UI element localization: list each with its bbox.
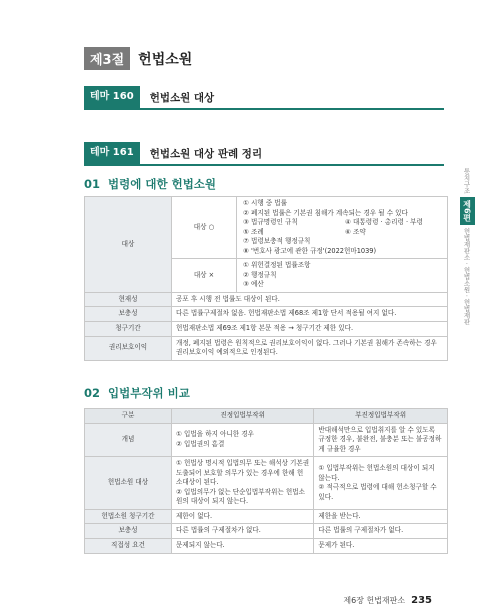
row-label-target: 대상 bbox=[85, 197, 172, 293]
row-label: 보충성 bbox=[85, 524, 172, 539]
cell-genuine: 문제되지 않는다. bbox=[172, 539, 314, 554]
row-text: 헌법재판소법 제69조 제1항 본문 적용 → 청구기간 제한 있다. bbox=[172, 322, 448, 337]
cell-nongenuine: ① 입법부작위는 헌법소원의 대상이 되지 않는다. ② 적극적으로 법령에 대해 헌소청구할 수 있다. bbox=[314, 457, 448, 510]
yes-label: 대상 ○ bbox=[172, 197, 237, 259]
table-row bbox=[85, 292, 448, 307]
column-header: 부진정입법부작위 bbox=[314, 409, 448, 424]
row-label: 보충성 bbox=[85, 307, 172, 322]
cell-nongenuine: 반대해석만으로 입법취지를 알 수 있도록 규정한 경우, 불완전, 불충분 또는 불공정하게 규율한 경우 bbox=[314, 423, 448, 457]
theme-160-bar bbox=[84, 86, 444, 110]
table-row bbox=[85, 539, 448, 554]
side-tab-top: 통치구조 bbox=[462, 168, 471, 194]
list-item: ⑦ 법령보충적 행정규칙 bbox=[243, 237, 311, 246]
section-title: 헌법소원 bbox=[138, 51, 193, 68]
cell-genuine: 다른 법률의 구제절차가 없다. bbox=[172, 524, 314, 539]
theme-160-title: 헌법소원 대상 bbox=[149, 91, 215, 104]
row-label: 개념 bbox=[85, 423, 172, 457]
column-header: 구분 bbox=[85, 409, 172, 424]
part1-heading bbox=[84, 176, 216, 192]
table-row bbox=[85, 197, 448, 259]
row-label: 현재성 bbox=[85, 292, 172, 307]
table-row bbox=[85, 457, 448, 510]
no-list bbox=[237, 259, 448, 293]
cell-nongenuine: 제한을 받는다. bbox=[314, 509, 448, 524]
theme-160-tag: 테마 160 bbox=[84, 86, 140, 108]
cell-nongenuine: 문제가 된다. bbox=[314, 539, 448, 554]
side-navigation bbox=[459, 168, 475, 324]
theme-161-title: 헌법소원 대상 판례 정리 bbox=[149, 147, 263, 160]
list-item: ③ 예산 bbox=[243, 280, 264, 289]
row-label: 청구기간 bbox=[85, 322, 172, 337]
theme-161-tag: 테마 161 bbox=[84, 142, 140, 164]
part1-table bbox=[84, 196, 448, 361]
list-item: ① 위헌결정된 법률조항 bbox=[243, 261, 311, 270]
page-number: 235 bbox=[411, 595, 432, 606]
yes-grid bbox=[243, 218, 441, 237]
list-item: ③ 법규명령인 규칙 bbox=[243, 218, 298, 227]
list-item: ② 폐지된 법률은 기본권 침해가 계속되는 경우 될 수 있다 bbox=[243, 208, 408, 217]
row-text: 개정, 폐지된 법령은 원칙적으로 권리보호이익이 없다. 그러나 기본권 침해가 존속하는 경우 권리보호이익 예외적으로 인정된다. bbox=[172, 336, 448, 360]
cell-nongenuine: 다른 법률의 구제절차가 없다. bbox=[314, 524, 448, 539]
page-footer bbox=[343, 595, 432, 606]
row-text: 다른 법률구제절차 없음. 헌법재판소법 제68조 제1항 단서 적용될 여지 없다. bbox=[172, 307, 448, 322]
yes-list bbox=[237, 197, 448, 259]
side-tab-bottom: 헌법재판소 · 헌법소원 · 헌법재판 bbox=[462, 227, 471, 325]
row-label: 권리보호이익 bbox=[85, 336, 172, 360]
row-label: 헌법소원 대상 bbox=[85, 457, 172, 510]
column-header: 진정입법부작위 bbox=[172, 409, 314, 424]
no-label: 대상 × bbox=[172, 259, 237, 293]
theme-161-bar bbox=[84, 142, 444, 166]
list-item: ① 시행 중 법률 bbox=[243, 199, 288, 207]
part2-num: 02 bbox=[84, 386, 101, 400]
row-text: 공포 후 시행 전 법률도 대상이 된다. bbox=[172, 292, 448, 307]
list-item: ⑥ 조약 bbox=[345, 227, 366, 236]
list-item: ⑧ '번호사 광고에 관한 규정'(2022헌마1039) bbox=[243, 246, 377, 255]
part2-heading bbox=[84, 385, 190, 401]
list-item: ④ 대통령령 · 총리령 · 부령 bbox=[345, 218, 423, 227]
part2-title: 입법부작위 비교 bbox=[108, 386, 190, 400]
table-row bbox=[85, 322, 448, 337]
table-row bbox=[85, 524, 448, 539]
side-tab-active[interactable]: 제6편 bbox=[460, 197, 475, 225]
part1-num: 01 bbox=[84, 177, 101, 191]
table-row bbox=[85, 336, 448, 360]
table-row bbox=[85, 307, 448, 322]
part1-title: 법령에 대한 헌법소원 bbox=[108, 177, 217, 191]
cell-genuine: ① 헌법상 명시적 입법의무 또는 해석상 기본권 도출되어 보호할 의무가 있는 경우에 한해 헌소대상이 된다. ② 입법의무가 없는 단순입법부작위는 헌법소원의 대상이 되지 않는다. bbox=[172, 457, 314, 510]
footer-chapter: 제6장 헌법재판소 bbox=[343, 596, 406, 605]
table-row bbox=[85, 509, 448, 524]
section-tag: 제3절 bbox=[84, 47, 130, 70]
section-header bbox=[84, 47, 192, 70]
cell-genuine: ① 입법을 하지 아니한 경우 ② 입법권의 흠결 bbox=[172, 423, 314, 457]
part2-table bbox=[84, 408, 448, 554]
list-item: ② 행정규칙 bbox=[243, 270, 277, 279]
cell-genuine: 제한이 없다. bbox=[172, 509, 314, 524]
row-label: 헌법소원 청구기간 bbox=[85, 509, 172, 524]
table-row bbox=[85, 423, 448, 457]
row-label: 직접성 요건 bbox=[85, 539, 172, 554]
list-item: ⑤ 조례 bbox=[243, 227, 264, 236]
table-header-row bbox=[85, 409, 448, 424]
